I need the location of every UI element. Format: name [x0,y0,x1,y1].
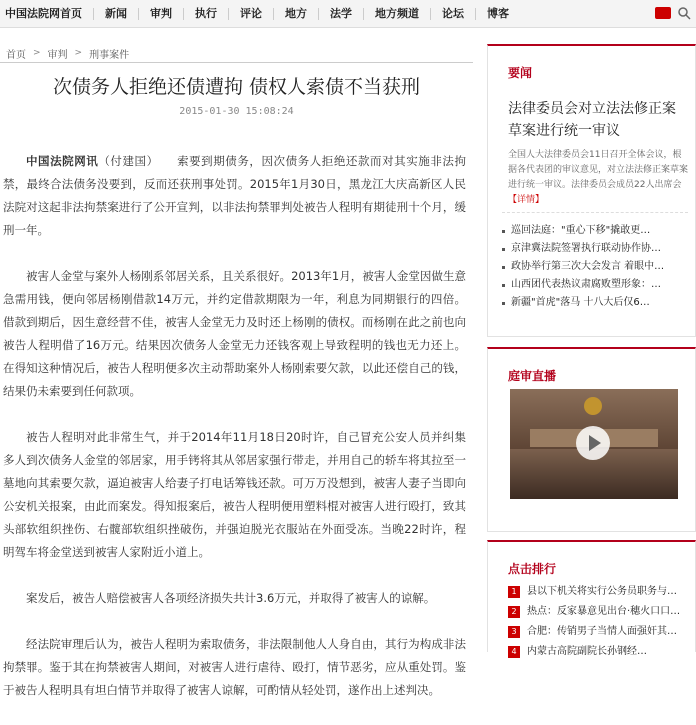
article-author: （付建国） [98,154,153,168]
article-source: 中国法院网讯 [26,154,99,168]
news-list-item[interactable]: 新疆"首虎"落马 十八大后仅6… [502,294,690,312]
breadcrumb-criminal-cases[interactable]: 刑事案件 [89,49,130,61]
breadcrumb-separator-icon: > [74,48,83,58]
nav-law-studies[interactable]: 法学 [319,8,364,20]
news-divider [502,212,688,213]
ranking-item-title[interactable]: 热点：反家暴意见出台·穗火口口… [527,606,681,617]
rank-number-badge: 3 [508,626,520,638]
news-list-item[interactable]: 京津冀法院签署执行联动协作协… [502,240,690,258]
ranking-list [508,582,688,662]
nav-home[interactable]: 中国法院网首页 [0,8,94,20]
article-body [3,150,466,725]
nav-blog[interactable]: 博客 [487,7,509,20]
nav-trial[interactable]: 审判 [139,8,184,20]
article-title: 次债务人拒绝还债遭拘 债权人索债不当获刑 [52,76,421,98]
breadcrumb-divider [0,62,473,63]
nav-execution[interactable]: 执行 [184,8,229,20]
nav-news[interactable]: 新闻 [94,8,139,20]
rank-number-badge: 2 [508,606,520,618]
nav-commentary[interactable]: 评论 [229,8,274,20]
news-panel [487,44,696,337]
news-detail-link[interactable]: 【详情】 [508,195,545,205]
nav-local-channels[interactable]: 地方频道 [364,8,431,20]
breadcrumb [0,44,129,62]
breadcrumb-separator-icon: > [33,48,41,58]
rank-number-badge: 4 [508,646,520,658]
live-trial-panel [487,347,696,532]
article-paragraph: 案发后，被告人赔偿被害人各项经济损失共计3.6万元，并取得了被害人的谅解。 [26,591,436,605]
article-paragraph: 经法院审理后认为，被告人程明为索取债务，非法限制他人人身自由，其行为构成非法拘禁罪。鉴于其在拘禁被害人期间，对被害人进行虐待、殴打，情节恶劣，应从重处罚。鉴于被告人程明具有坦白情节并取得了被害人谅解，可酌情从轻处罚，遂作出上述判决。 [3,637,466,697]
click-ranking-heading: 点击排行 [508,562,557,576]
news-list-item[interactable]: 山西团代表热议肃腐败塑形象：… [502,276,690,294]
ranking-item[interactable] [508,582,688,602]
click-ranking-panel [487,540,696,657]
live-trial-heading: 庭审直播 [508,369,557,383]
rank-number-badge: 1 [508,586,520,598]
live-trial-video-thumbnail[interactable] [510,389,678,499]
login-icon[interactable] [655,7,671,19]
ranking-item[interactable] [508,602,688,622]
breadcrumb-trial[interactable]: 审判 [47,49,68,61]
news-list [502,222,690,312]
article-paragraph: 被告人程明对此非常生气，并于2014年11月18日20时许，自己冒充公安人员并纠集多人到次债务人金堂的邻居家，用手铐将其从邻居家强行带走，并用自己的轿车将其拉至一墓地向其索要欠款，逼迫被害人给妻子打电话筹钱还款。可万万没想到，被害人妻子当即向公安机关报案，由此而案发。得知报案后，被告人程明便用塑料棍对被害人进行殴打，致其头部软组织挫伤、右髋部软组织挫破伤，并强迫脱光衣服站在外面受冻。当晚22时许，程明驾车将金堂送到被害人家附近小道上。 [3,430,466,559]
news-list-item[interactable]: 巡回法庭："重心下移"撬敢更… [502,222,690,240]
article-date: 2015-01-30 15:08:24 [179,106,294,117]
nav-local[interactable]: 地方 [274,8,319,20]
top-navigation-bar [0,0,696,28]
ranking-item[interactable] [508,622,688,642]
breadcrumb-home[interactable]: 首页 [6,49,26,61]
main-nav [0,0,520,28]
ranking-item[interactable] [508,642,688,662]
search-icon[interactable] [677,6,691,20]
ranking-item-title[interactable]: 合肥：传销男子当情人面强奸其… [527,626,677,637]
news-panel-heading: 要闻 [508,66,533,80]
news-list-item[interactable]: 政协举行第三次大会发言 着眼中… [502,258,690,276]
court-emblem-icon [584,397,602,415]
news-summary [508,148,688,208]
article-paragraph: 被害人金堂与案外人杨刚系邻居关系，且关系很好。2013年1月，被害人金堂因做生意急需用钱，便向邻居杨刚借款14万元，并约定借款期限为一年，利息为同期银行的四倍。借款到期后，因生意经营不佳，被害人金堂无力及时还上杨刚的债权。而杨刚在此之前也向被告人程明借了16万元。结果因次债务人金堂无力还钱客观上导致程明的钱也无力还上。在得知这种情况后，被告人程明便多次主动帮助案外人杨刚索要欠款，以此还偿自己的钱，结果仍未索要到任何款项。 [3,269,466,398]
news-summary-text: 全国人大法律委员会11日召开全体会议，根据各代表团的审议意见，对立法法修正案草案进行统一审议。法律委员会成员22人出席会 [508,150,689,190]
article-paragraph [3,150,466,242]
ranking-item-title[interactable]: 内蒙古高院副院长孙钢经… [527,646,647,657]
nav-forum[interactable]: 论坛 [431,8,476,20]
ranking-item-title[interactable]: 县以下机关将实行公务员职务与… [527,586,677,597]
play-icon[interactable] [576,426,610,460]
paragraph-text: 索要到期债务，因次债务人拒绝还款而对其实施非法拘禁，最终合法债务没要到，反而还获刑事处罚。2015年1月30日，黑龙江大庆高新区人民法院对这起非法拘禁案进行了公开宣判，以非法拘禁罪判处被告人程明有期徒刑十个月，缓刑一年。 [3,154,466,237]
news-headline-link[interactable]: 法律委员会对立法法修正案草案进行统一审议 [508,101,676,139]
